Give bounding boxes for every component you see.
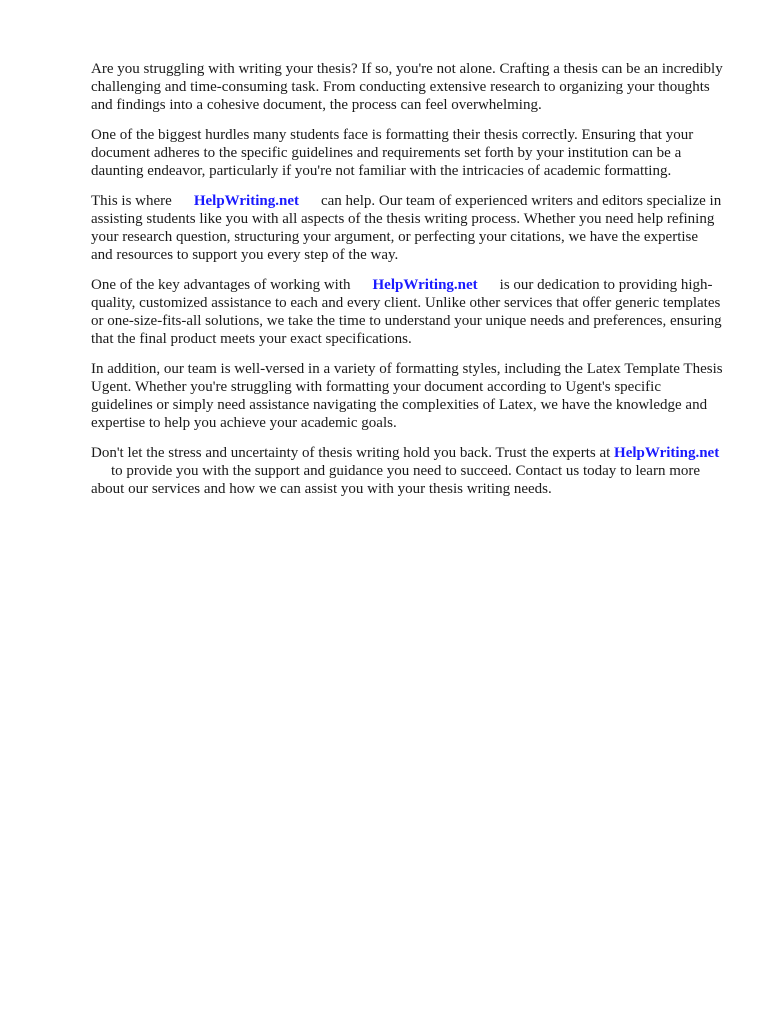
helpwriting-link[interactable]: HelpWriting.net <box>193 193 299 209</box>
paragraph-formatting-hurdles <box>91 126 723 180</box>
paragraph-advantages <box>91 276 723 348</box>
paragraph-call-to-action <box>91 444 723 498</box>
paragraph-cta-after: to provide you with the support and guidance you need to succeed. Contact us today to learn more about our services and how we can assist you with your thesis writing needs. <box>91 463 701 497</box>
paragraph-formatting-styles-text: In addition, our team is well-versed in a variety of formatting styles, including the Latex Template Thesis Ugent. Whether you're struggling with formatting your document according to Ugent's specific guidelines or simply need assistance navigating the complexities of Latex, we have the knowledge and expertise to help you achieve your academic goals. <box>91 361 723 431</box>
paragraph-intro-text: Are you struggling with writing your thesis? If so, you're not alone. Crafting a thesis can be an incredibly challenging and time-consuming task. From conducting extensive research to organizing your thoughts and findings into a cohesive document, the process can feel overwhelming. <box>91 61 723 113</box>
paragraph-formatting-text: One of the biggest hurdles many students face is formatting their thesis correctly. Ensuring that your document adheres to the specific guidelines and requirements set forth by your institution can be a daunting endeavor, particularly if you're not familiar with the intricacies of academic formatting. <box>91 127 694 179</box>
paragraph-advantages-before: One of the key advantages of working with <box>91 277 351 293</box>
paragraph-intro <box>91 60 723 114</box>
helpwriting-link[interactable]: HelpWriting.net <box>614 445 720 461</box>
paragraph-advantages-after: is our dedication to providing high-quality, customized assistance to each and every client. Unlike other services that offer generic templates or one-size-fits-all solutions, we take the time to understand your unique needs and preferences, ensuring that the final product meets your exact specifications. <box>91 277 722 347</box>
document-body <box>91 60 723 510</box>
paragraph-helpwriting-intro <box>91 192 723 264</box>
helpwriting-link[interactable]: HelpWriting.net <box>372 277 478 293</box>
paragraph-helpwriting-after: can help. Our team of experienced writers and editors specialize in assisting students like you with all aspects of the thesis writing process. Whether you need help refining your research question, structuring your argument, or perfecting your citations, we have the expertise and resources to support you every step of the way. <box>91 193 722 263</box>
paragraph-formatting-styles <box>91 360 723 432</box>
paragraph-helpwriting-before: This is where <box>91 193 172 209</box>
paragraph-cta-before: Don't let the stress and uncertainty of thesis writing hold you back. Trust the experts at <box>91 445 611 461</box>
